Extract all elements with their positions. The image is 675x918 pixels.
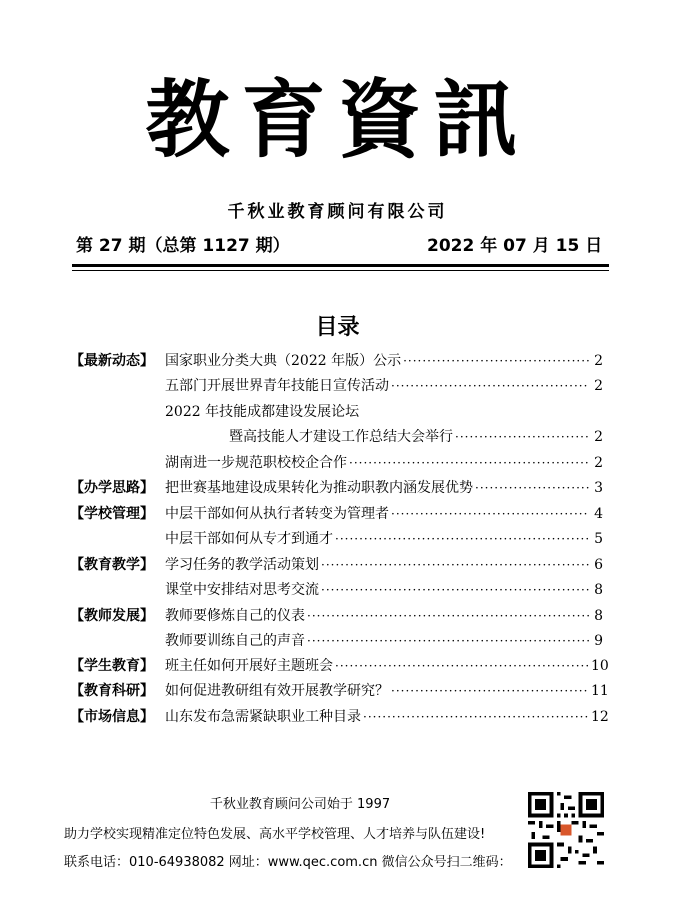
toc-row[interactable]: [0, 478, 675, 498]
dot-leader: [403, 351, 589, 371]
dot-leader: [321, 580, 589, 600]
toc-category: 【办学思路】: [70, 480, 154, 496]
toc-row[interactable]: [0, 681, 675, 701]
toc-row[interactable]: [0, 707, 675, 727]
toc-category: 【学生教育】: [70, 658, 154, 674]
wechat-qr-code[interactable]: [528, 792, 604, 868]
toc-row[interactable]: [0, 376, 675, 396]
toc-page-number: 2: [594, 353, 603, 369]
toc-page-number: 2: [594, 455, 603, 471]
toc-page-number: 2: [594, 429, 603, 445]
toc-entry-title: 教师要修炼自己的仪表: [165, 608, 305, 624]
toc-category: 【学校管理】: [70, 506, 154, 522]
toc-row[interactable]: [0, 453, 675, 473]
toc-row[interactable]: [0, 580, 675, 600]
toc-page-number: 12: [591, 709, 609, 725]
issue-number: 第 27 期（总第 1127 期）: [76, 236, 290, 256]
dot-leader: [335, 656, 589, 676]
dot-leader: [391, 504, 589, 524]
dot-leader: [307, 631, 589, 651]
toc-row[interactable]: [0, 402, 675, 422]
toc-row[interactable]: [0, 427, 675, 447]
toc-page-number: 6: [594, 557, 603, 573]
dot-leader: [321, 555, 589, 575]
toc-row[interactable]: [0, 631, 675, 651]
toc-page-number: 8: [594, 582, 603, 598]
toc-page-number: 4: [594, 506, 603, 522]
toc-page-number: 11: [591, 683, 609, 699]
toc-entry-title: 中层干部如何从执行者转变为管理者: [165, 506, 389, 522]
toc-page-number: 9: [594, 633, 603, 649]
dot-leader: [363, 707, 589, 727]
toc-row[interactable]: [0, 656, 675, 676]
toc-entry-title: 学习任务的教学活动策划: [165, 557, 319, 573]
dot-leader: [335, 529, 589, 549]
toc-entry-title: 课堂中安排结对思考交流: [165, 582, 319, 598]
toc-page-number: 10: [591, 658, 609, 674]
toc-category: 【教师发展】: [70, 608, 154, 624]
dot-leader: [391, 681, 589, 701]
masthead-title: 教育資訊: [145, 70, 530, 169]
toc-row[interactable]: [0, 504, 675, 524]
toc-entry-title: 把世赛基地建设成果转化为推动职教内涵发展优势: [165, 480, 473, 496]
dot-leader: [475, 478, 589, 498]
company-name: 千秋业教育顾问有限公司: [227, 202, 448, 222]
footer-slogan: 助力学校实现精准定位特色发展、高水平学校管理、人才培养与队伍建设!: [64, 827, 486, 842]
toc-category: 【最新动态】: [70, 353, 154, 369]
toc-page-number: 8: [594, 608, 603, 624]
toc-entry-title: 2022 年技能成都建设发展论坛: [165, 404, 360, 420]
toc-entry-title: 如何促进教研组有效开展教学研究？: [165, 683, 389, 699]
toc-category: 【教育教学】: [70, 557, 154, 573]
toc-row[interactable]: [0, 529, 675, 549]
toc-page-number: 3: [594, 480, 603, 496]
dot-leader: [455, 427, 589, 447]
issue-date: 2022 年 07 月 15 日: [427, 236, 603, 256]
toc-entry-title: 湖南进一步规范职校校企合作: [165, 455, 347, 471]
dot-leader: [391, 376, 589, 396]
toc-entry-title: 班主任如何开展好主题班会: [165, 658, 333, 674]
toc-row[interactable]: [0, 351, 675, 371]
toc-entry-title: 中层干部如何从专才到通才: [165, 531, 333, 547]
toc-entry-title: 教师要训练自己的声音: [165, 633, 305, 649]
footer-founded: 千秋业教育顾问公司始于 1997: [209, 797, 391, 812]
toc-row[interactable]: [0, 555, 675, 575]
footer-contact[interactable]: 联系电话：010-64938082 网址：www.qec.com.cn 微信公众号扫二维码：: [64, 855, 512, 870]
toc-entry-title: 五部门开展世界青年技能日宣传活动: [165, 378, 389, 394]
toc-page-number: 5: [594, 531, 603, 547]
toc-page-number: 2: [594, 378, 603, 394]
toc-row[interactable]: [0, 606, 675, 626]
toc-entry-title: 暨高技能人才建设工作总结大会举行: [229, 429, 453, 445]
toc-category: 【市场信息】: [70, 709, 154, 725]
toc-entry-title: 国家职业分类大典（2022 年版）公示: [165, 353, 402, 369]
dot-leader: [307, 606, 589, 626]
toc-title: 目录: [315, 315, 360, 340]
toc-entry-title: 山东发布急需紧缺职业工种目录: [165, 709, 361, 725]
toc-category: 【教育科研】: [70, 683, 154, 699]
dot-leader: [349, 453, 589, 473]
